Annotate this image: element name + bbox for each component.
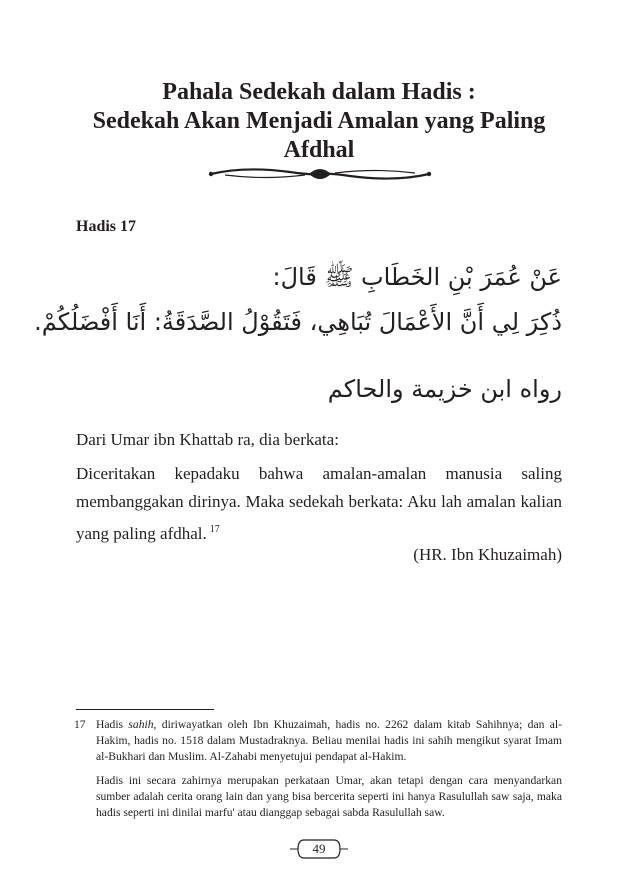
page-number: 49 <box>312 841 326 856</box>
footnote-ref: 17 <box>209 524 220 535</box>
translation-paragraph <box>76 460 562 548</box>
footnote-divider <box>76 709 214 710</box>
translation-intro: Dari Umar ibn Khattab ra, dia berkata: <box>76 430 339 449</box>
hadith-source: (HR. Ibn Khuzaimah) <box>413 545 562 564</box>
translation-text: Diceritakan kepadaku bahwa amalan-amalan manusia saling membanggakan dirinya. Maka sedekah berkata: Aku lah amalan kalian yang paling afdhal. <box>76 464 562 543</box>
arabic-line-2: ذُكِرَ لِي أَنَّ الأَعْمَالَ تُبَاهِي، فَتَقُوْلُ الصَّدَقَةُ: أَنَا أَفْضَلُكُمْ. <box>34 308 562 336</box>
hadis-label: Hadis 17 <box>76 218 137 235</box>
footnote-17 <box>74 717 562 764</box>
footnote-number: 17 <box>74 718 86 731</box>
title-line-2: Sedekah Akan Menjadi Amalan yang Paling <box>92 108 546 134</box>
title-line-1: Pahala Sedekah dalam Hadis : <box>162 79 476 105</box>
flourish-ornament <box>205 162 435 186</box>
chapter-title <box>60 78 578 165</box>
footnote-text: Hadis sahih, diriwayatkan oleh Ibn Khuzaimah, hadis no. 2262 dalam kitab Sahihnya; dan al-Hakim, hadis no. 1518 dalam Mustadraknya. Beliau menilai hadis ini sahih mengikut syarat Imam al-Bukhari dan Muslim. Al-Zahabi menyetujui pendapat al-Hakim. <box>96 718 562 763</box>
arabic-line-1: عَنْ عُمَرَ بْنِ الخَطَابِ ﷺ قَالَ: <box>272 263 562 291</box>
arabic-narration: رواه ابن خزيمة والحاكم <box>327 375 562 403</box>
footnote-note: Hadis ini secara zahirnya merupakan perkataan Umar, akan tetapi dengan cara menyandarkan sumber adalah cerita orang lain dan yang bisa bercerita seperti ini hanya Rasulullah saw saja, maka hadis seperti ini dinilai marfu' atau dianggap sebagai sabda Rasulullah saw. <box>96 774 562 819</box>
title-line-3: Afdhal <box>283 137 355 163</box>
